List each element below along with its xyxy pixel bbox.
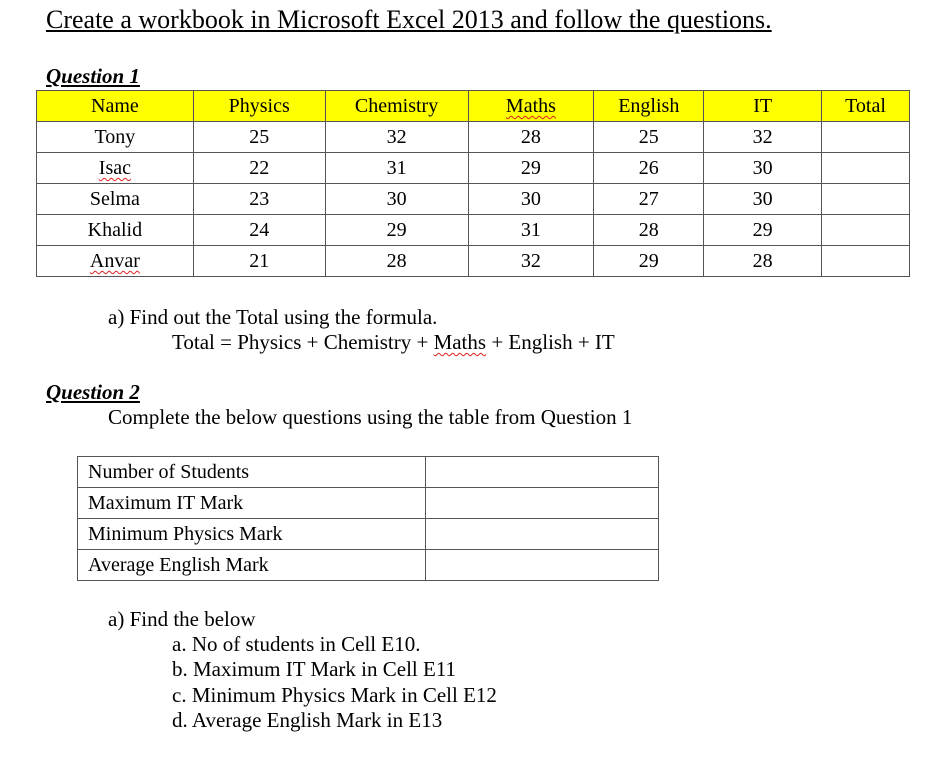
student-name: Selma — [37, 184, 194, 215]
chemistry-mark: 32 — [325, 122, 468, 153]
student-name: Khalid — [37, 215, 194, 246]
question-1-heading: Question 1 — [46, 64, 140, 88]
student-name — [37, 153, 194, 184]
table-row — [37, 122, 910, 153]
physics-mark: 24 — [193, 215, 325, 246]
subtask-d: d. Average English Mark in E13 — [172, 708, 443, 732]
it-mark: 30 — [704, 184, 822, 215]
student-name-label: Anvar — [89, 250, 140, 272]
header-physics: Physics — [193, 91, 325, 122]
summary-label: Maximum IT Mark — [78, 488, 426, 519]
subtask-c: c. Minimum Physics Mark in Cell E12 — [172, 683, 497, 707]
chemistry-mark: 31 — [325, 153, 468, 184]
document-title: Create a workbook in Microsoft Excel 2013 and follow the questions. — [46, 5, 772, 34]
table-row — [37, 215, 910, 246]
student-name: Tony — [37, 122, 194, 153]
question-2-task-a: a) Find the below — [108, 607, 256, 631]
subtask-b: b. Maximum IT Mark in Cell E11 — [172, 657, 457, 681]
student-name — [37, 246, 194, 277]
total-formula — [172, 330, 615, 355]
it-mark: 28 — [704, 246, 822, 277]
summary-label: Minimum Physics Mark — [78, 519, 426, 550]
summary-value-cell — [426, 519, 659, 550]
table-row — [78, 457, 659, 488]
formula-part-1: Total = Physics + Chemistry + — [172, 330, 434, 354]
table-row — [37, 184, 910, 215]
total-cell — [822, 153, 910, 184]
header-it: IT — [704, 91, 822, 122]
maths-mark: 30 — [468, 184, 594, 215]
chemistry-mark: 30 — [325, 184, 468, 215]
physics-mark: 23 — [193, 184, 325, 215]
total-cell — [822, 215, 910, 246]
summary-table — [77, 456, 659, 581]
it-mark: 30 — [704, 153, 822, 184]
total-cell — [822, 246, 910, 277]
summary-value-cell — [426, 488, 659, 519]
table-row — [78, 550, 659, 581]
it-mark: 29 — [704, 215, 822, 246]
english-mark: 26 — [594, 153, 704, 184]
total-cell — [822, 122, 910, 153]
table-row — [78, 488, 659, 519]
table-row — [78, 519, 659, 550]
question-2-intro: Complete the below questions using the table from Question 1 — [108, 405, 633, 429]
header-name: Name — [37, 91, 194, 122]
header-chemistry: Chemistry — [325, 91, 468, 122]
header-maths — [468, 91, 594, 122]
physics-mark: 25 — [193, 122, 325, 153]
formula-part-2: + English + IT — [486, 330, 615, 354]
maths-mark: 32 — [468, 246, 594, 277]
chemistry-mark: 28 — [325, 246, 468, 277]
student-marks-table — [36, 90, 910, 277]
question-2-heading: Question 2 — [46, 380, 140, 404]
summary-value-cell — [426, 457, 659, 488]
student-name-label: Isac — [98, 157, 131, 179]
header-english: English — [594, 91, 704, 122]
physics-mark: 22 — [193, 153, 325, 184]
english-mark: 28 — [594, 215, 704, 246]
maths-mark: 29 — [468, 153, 594, 184]
total-cell — [822, 184, 910, 215]
table-header-row — [37, 91, 910, 122]
maths-mark: 31 — [468, 215, 594, 246]
summary-value-cell — [426, 550, 659, 581]
maths-mark: 28 — [468, 122, 594, 153]
it-mark: 32 — [704, 122, 822, 153]
summary-label: Average English Mark — [78, 550, 426, 581]
english-mark: 27 — [594, 184, 704, 215]
header-maths-label: Maths — [505, 95, 556, 117]
english-mark: 29 — [594, 246, 704, 277]
chemistry-mark: 29 — [325, 215, 468, 246]
question-1-task-a: a) Find out the Total using the formula. — [108, 305, 438, 329]
table-row — [37, 246, 910, 277]
english-mark: 25 — [594, 122, 704, 153]
subtask-a: a. No of students in Cell E10. — [172, 632, 421, 656]
formula-maths: Maths — [433, 330, 487, 354]
physics-mark: 21 — [193, 246, 325, 277]
summary-label: Number of Students — [78, 457, 426, 488]
table-row — [37, 153, 910, 184]
header-total: Total — [822, 91, 910, 122]
